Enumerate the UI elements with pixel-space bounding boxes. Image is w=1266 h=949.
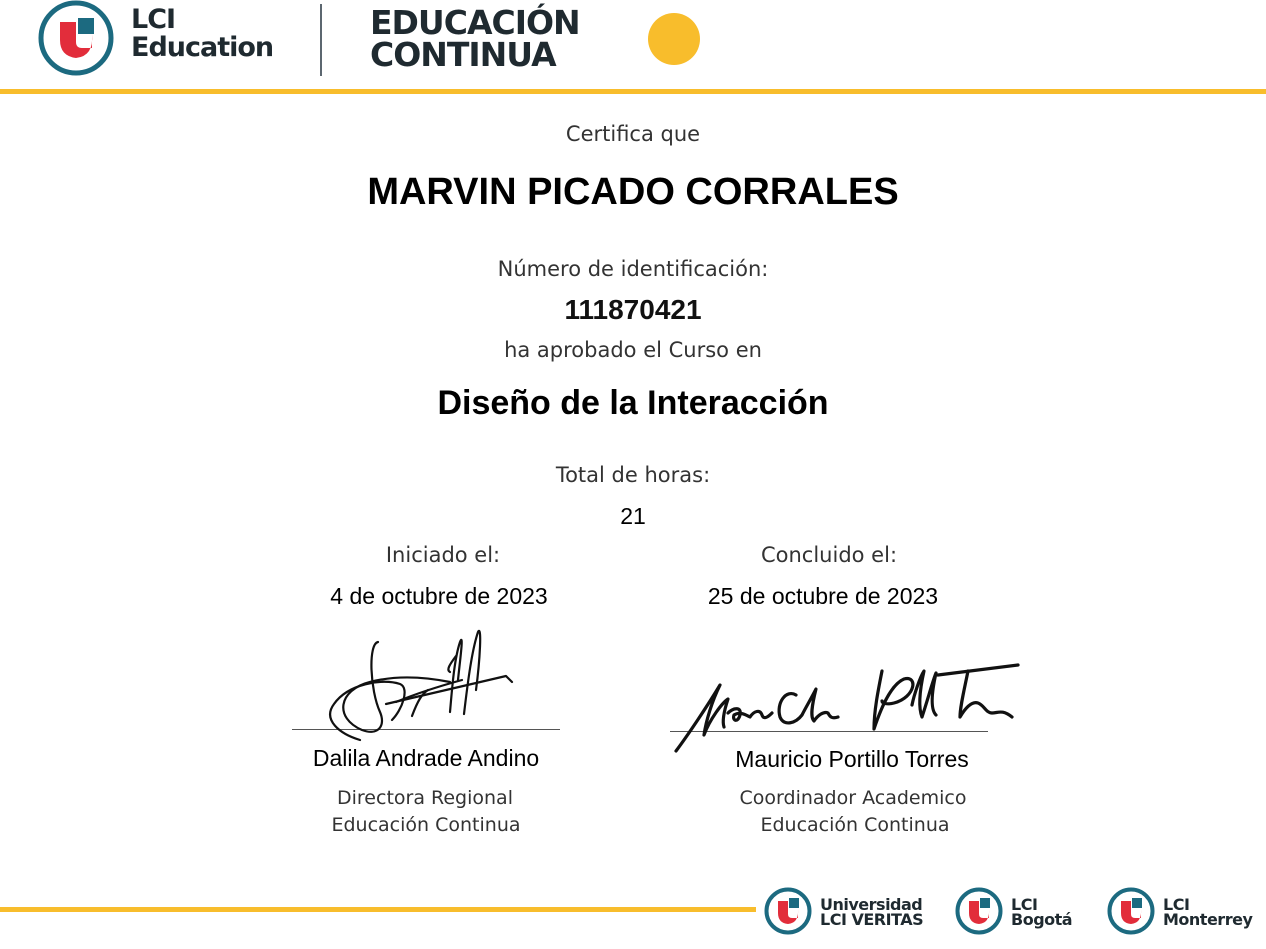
start-date-value: 4 de octubre de 2023 <box>330 583 548 609</box>
id-label: Número de identificación: <box>497 257 769 281</box>
certificate-header <box>0 0 1266 96</box>
end-date-label: Concluido el: <box>760 543 898 567</box>
lci-veritas-logo-icon <box>764 887 812 935</box>
footer-logo1-line1: Universidad <box>820 895 923 914</box>
footer-logo1-line2: LCI VERITAS <box>820 910 924 929</box>
footer-logo2-line2: Bogotá <box>1011 910 1073 929</box>
program-title-line2: CONTINUA <box>370 35 556 74</box>
hours-value: 21 <box>620 503 646 529</box>
signer1-name: Dalila Andrade Andino <box>312 745 540 771</box>
start-date-label: Iniciado el: <box>385 543 501 567</box>
signer2-title: Coordinador Academico <box>739 787 967 809</box>
program-title-line1: EDUCACIÓN <box>370 3 580 42</box>
header-divider <box>320 4 322 76</box>
lci-logo-icon <box>38 0 114 76</box>
signer1-department: Educación Continua <box>331 814 521 836</box>
approved-label: ha aprobado el Curso en <box>504 338 762 362</box>
footer-logo3-line2: Monterrey <box>1163 910 1253 929</box>
end-date-value: 25 de octubre de 2023 <box>707 583 939 609</box>
recipient-name: MARVIN PICADO CORRALES <box>367 171 899 213</box>
signer2-department: Educación Continua <box>760 814 950 836</box>
signature-mauricio-icon <box>668 655 1028 760</box>
lci-monterrey-logo-icon <box>1107 887 1155 935</box>
lci-bogota-logo-icon <box>955 887 1003 935</box>
signer2-name: Mauricio Portillo Torres <box>735 746 969 772</box>
id-value: 111870421 <box>564 294 702 325</box>
yellow-dot-decoration <box>648 13 700 65</box>
header-rule <box>0 89 1266 94</box>
certifies-label: Certifica que <box>565 122 701 146</box>
brand-name-line1: LCI <box>131 4 176 35</box>
hours-label: Total de horas: <box>555 463 711 487</box>
brand-name-line2: Education <box>131 32 274 63</box>
signer1-title: Directora Regional <box>337 787 513 809</box>
signature-dalila-icon <box>300 620 540 750</box>
footer-rule <box>0 907 756 912</box>
footer-logo2-line1: LCI <box>1011 895 1038 914</box>
course-name: Diseño de la Interacción <box>437 384 829 422</box>
footer-logo3-line1: LCI <box>1163 895 1190 914</box>
